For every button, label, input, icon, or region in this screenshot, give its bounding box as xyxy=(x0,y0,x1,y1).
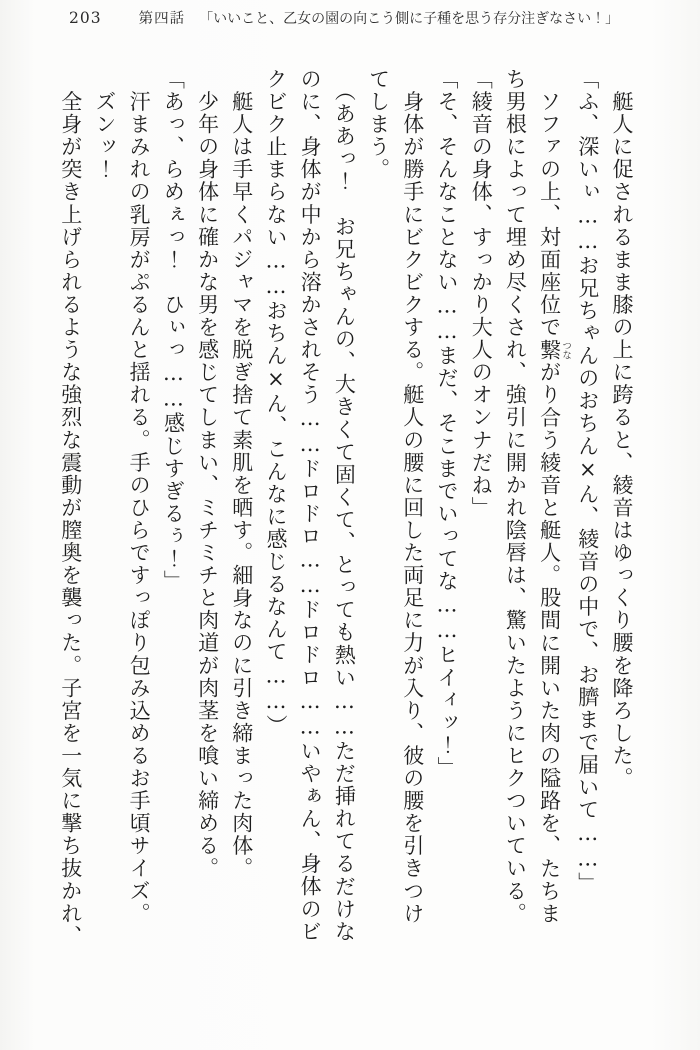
text-line-17: 全身が突き上げられるような強烈な震動が膣奥を襲った。子宮を一気に撃ち抜かれ、 xyxy=(58,68,83,948)
text-line-12: 艇人は手早くパジャマを脱ぎ捨て素肌を晒す。細身なのに引き締まった肉体。 xyxy=(229,68,254,880)
text-line-15: 汗まみれの乳房がぷるんと揺れる。手のひらですっぽり包み込めるお手頃サイズ。 xyxy=(127,68,152,925)
text-line-7: 身体が勝手にビクビクする。艇人の腰に回した両足に力が入り、彼の腰を引きつけ xyxy=(400,68,425,925)
text-line-3 xyxy=(532,68,570,1033)
text-line-10: のに、身体が中から溶かされそう……ドロドロ……ドロドロ……いやぁん、身体のビ xyxy=(298,68,323,943)
ruby-text: つな xyxy=(560,338,572,362)
body-text xyxy=(56,68,639,1033)
text-line-6: 「そ、そんなことない……まだ、そこまでいってな……ヒイィッ！」 xyxy=(434,68,459,780)
text-line-1: 艇人に促されるまま膝の上に跨ると、綾音はゆっくり腰を降ろした。 xyxy=(610,68,634,790)
ruby-annotation xyxy=(537,338,572,362)
running-head xyxy=(69,7,619,28)
page-number: 203 xyxy=(69,9,102,27)
chapter-title: 「いいこと、乙女の園の向こう側に子種を思う存分注ぎなさい！」 xyxy=(199,11,620,27)
chapter-label: 第四話 xyxy=(138,11,186,27)
text-line-14: 「あっ、らめぇっ！ ひぃっ……感じすぎるぅ！」 xyxy=(161,68,186,593)
ruby-base: 繋 xyxy=(537,338,562,362)
text-line-2: 「ふ、深いぃ……お兄ちゃんのおちん×ん、綾音の中で、お臍まで届いて……」 xyxy=(575,68,600,895)
text-segment: ソファの上、対面座位で xyxy=(537,68,562,339)
text-line-5: 「綾音の身体、すっかり大人のオンナだね」 xyxy=(469,68,494,519)
text-line-16: ズンッ！ xyxy=(92,68,117,181)
text-line-4: ち男根によって埋め尽くされ、強引に開かれ陰唇は、驚いたようにヒクついている。 xyxy=(503,68,528,925)
text-line-8: てしまう。 xyxy=(366,68,391,181)
text-segment: がり合う綾音と艇人。股間に開いた肉の隘路を、たちま xyxy=(537,361,562,925)
text-line-11: クビク止まらない……おちん×ん、こんなに感じるなんて……） xyxy=(263,68,288,737)
text-line-13: 少年の身体に確かな男を感じてしまい、ミチミチと肉道が肉茎を喰い締める。 xyxy=(195,68,220,880)
text-line-9: （ああっ！ お兄ちゃんの、大きくて固くて、とっても熱い……ただ挿れてるだけな xyxy=(332,68,357,943)
